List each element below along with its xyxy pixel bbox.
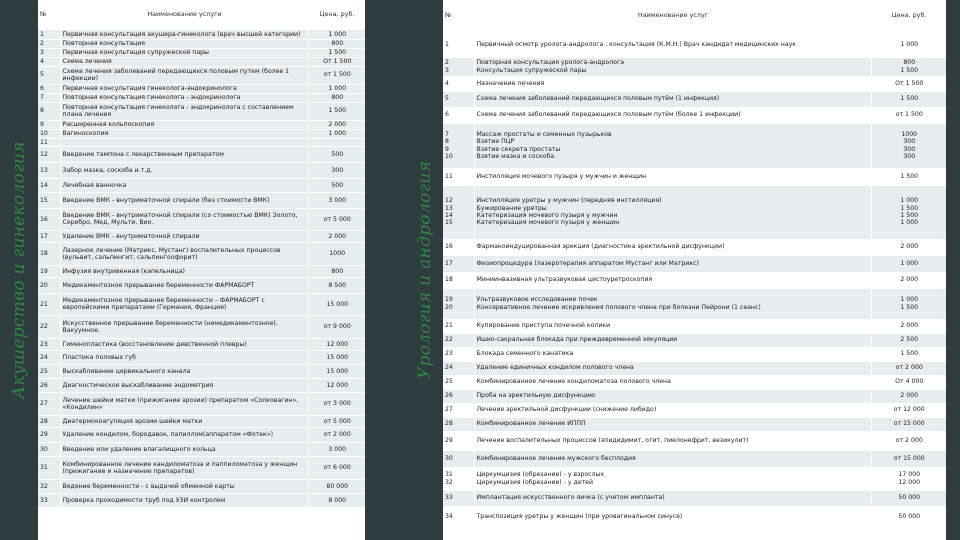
- table-row: [38, 84, 365, 93]
- row-service: Комбинированное лечение кондиломатоза полового члена: [474, 375, 871, 389]
- row-service: Проба на эректильную дисфункцию: [474, 389, 871, 403]
- row-service: Комбинированное лечение ИППП: [474, 417, 871, 431]
- row-service: Инстилляция мочевого пузыря у мужчин и женщин: [474, 168, 871, 185]
- row-price: 2 500: [871, 333, 946, 347]
- row-number: 34: [443, 506, 474, 528]
- row-price: 12 000: [308, 378, 365, 392]
- row-service: Циркумцизия (обрезание) - у взрослых Циркумцизия (обрезание) - у детей: [474, 467, 871, 490]
- row-price: от 2 000: [871, 361, 946, 375]
- row-service: Выскабливание цервикального канала: [60, 364, 308, 378]
- row-service: Введение или удаление влагалищного кольца: [60, 442, 308, 456]
- row-service: Схема лечения: [60, 57, 308, 66]
- table-row: [443, 375, 946, 389]
- row-service: Удаление единичных кондилом полового члена: [474, 361, 871, 375]
- row-service: Имплантация искусственного яичка (с учетом импланта): [474, 490, 871, 506]
- row-price: 17 000 12 000: [871, 467, 946, 490]
- table-row: [443, 123, 946, 168]
- row-number: 29: [443, 431, 474, 450]
- row-number: 4: [38, 57, 60, 66]
- row-service: Лечебная ванночка: [60, 178, 308, 192]
- row-number: 31 32: [443, 467, 474, 490]
- row-service: Введение ВМК - внутриматочной спирали (без стоимости ВМК): [60, 192, 308, 208]
- row-service: Лечение воспалительных процессов (эпидидимит, отит, пиелонефрит, везикулит): [474, 431, 871, 450]
- row-price: От 4 000: [871, 375, 946, 389]
- row-service: Повторная консультация уролога-андролога Консультация супружеской пары: [474, 57, 871, 76]
- row-price: 1000 300 300 300: [871, 123, 946, 168]
- table-row: [38, 30, 365, 39]
- row-service: Миниинвазивная ультразвуковая цистоуретроскопия: [474, 272, 871, 288]
- row-price: 800: [308, 93, 365, 102]
- row-number: 4: [443, 76, 474, 91]
- row-price: 1 500: [308, 102, 365, 120]
- row-service: Повторная консультация: [60, 39, 308, 48]
- row-service: Удаление кондилом, бородавок, папиллом(аппаратом «Фотек»): [60, 427, 308, 442]
- row-number: 28: [443, 417, 474, 431]
- table-row: [443, 185, 946, 239]
- table-row: [443, 91, 946, 107]
- row-price: 800 1 500: [871, 57, 946, 76]
- row-number: 5: [443, 91, 474, 107]
- row-number: 7 8 9 10: [443, 123, 474, 168]
- row-service: Искусственное прерывание беременности (немедикаментозное). Вакуумное.: [60, 315, 308, 338]
- table-row: [443, 347, 946, 361]
- table-row: [38, 315, 365, 338]
- table-row: [38, 493, 365, 507]
- row-service: Диатермокоагуляция эрозии шейки матки: [60, 415, 308, 427]
- row-price: от 3 000: [308, 392, 365, 415]
- row-price: от 2 000: [308, 427, 365, 442]
- table-row: [443, 319, 946, 333]
- row-number: 26: [443, 389, 474, 403]
- table-row: [38, 293, 365, 315]
- table-header-row: [38, 0, 365, 30]
- row-service: Вагиноскопия: [60, 129, 308, 138]
- row-service: Транспозиция уретры у женщин (при уровагинальном синусе): [474, 506, 871, 528]
- row-service: Повторная консультация гинеколога - эндокринолога: [60, 93, 308, 102]
- row-number: 33: [443, 490, 474, 506]
- table-row: [443, 288, 946, 319]
- row-number: 11: [38, 138, 60, 146]
- row-price: 3 000: [308, 192, 365, 208]
- row-number: 27: [443, 403, 474, 417]
- row-service: Первичный осмотр уролога-андролога , консультация (К.М.Н.) Врач кандидат медицинских наук: [474, 32, 871, 57]
- row-number: 21: [443, 319, 474, 333]
- row-price: 3 000: [308, 442, 365, 456]
- row-price: 2 000: [308, 230, 365, 242]
- row-number: 2 3: [443, 57, 474, 76]
- row-price: 2 000: [871, 239, 946, 255]
- row-number: 23: [443, 347, 474, 361]
- row-number: 9: [38, 120, 60, 129]
- row-number: 24: [38, 350, 60, 364]
- row-price: от 1 500: [871, 107, 946, 123]
- table-row: [38, 364, 365, 378]
- table-row: [38, 392, 365, 415]
- table-row: [38, 102, 365, 120]
- row-price: 15 000: [308, 364, 365, 378]
- row-price: 1 500: [871, 347, 946, 361]
- row-price: 50 000: [871, 506, 946, 528]
- row-price: 8 500: [308, 277, 365, 293]
- row-number: 3: [38, 48, 60, 57]
- row-price: 1 000: [308, 129, 365, 138]
- row-service: Схема лечения заболеваний передающихся половым путем (более 1 инфекции): [60, 66, 308, 84]
- row-service: Комбинированное лечение мужского бесплодия: [474, 450, 871, 467]
- row-number: 29: [38, 427, 60, 442]
- row-number: 16: [443, 239, 474, 255]
- row-price: От 1 500: [308, 57, 365, 66]
- row-service: Ультразвуковое исследование почек Консервативное лечение искривления полового члена при болезни Пейрони (1 сеанс): [474, 288, 871, 319]
- table-row: [38, 178, 365, 192]
- row-number: 21: [38, 293, 60, 315]
- table-row: [443, 450, 946, 467]
- row-service: Лечение эректильной дисфункции (снижение либидо): [474, 403, 871, 417]
- row-service: Лечение шейки матки (прижигание эрозии) препаратом «Солковагин», «Кондилин»: [60, 392, 308, 415]
- row-number: 7: [38, 93, 60, 102]
- row-service: Первичная консультация гинеколога-эндокринолога: [60, 84, 308, 93]
- row-number: 19 20: [443, 288, 474, 319]
- table-row: [38, 192, 365, 208]
- row-service: Схема лечения заболеваний передающихся половым путём (1 инфекция): [474, 91, 871, 107]
- row-number: 10: [38, 129, 60, 138]
- row-service: Лазерное лечение (Матрикс, Мустанг) воспалительных процессов (вульвит, сальпингит, сальпингоофорит): [60, 242, 308, 265]
- row-number: 16: [38, 208, 60, 230]
- table-row: [38, 479, 365, 493]
- row-number: 2: [38, 39, 60, 48]
- row-price: от 1 500: [308, 66, 365, 84]
- table-row: [38, 39, 365, 48]
- row-number: 1: [38, 30, 60, 39]
- table-row: [38, 230, 365, 242]
- table-row: [38, 427, 365, 442]
- row-price: 1 000: [308, 84, 365, 93]
- table-row: [38, 378, 365, 392]
- row-service: Ведение беременности - с выдачей обменной карты: [60, 479, 308, 493]
- row-number: 12: [38, 146, 60, 162]
- row-number: 13: [38, 162, 60, 178]
- row-service: Повторная консультация гинеколога - эндокринолога с составлением плана лечения: [60, 102, 308, 120]
- row-number: 11: [443, 168, 474, 185]
- table-row: [38, 57, 365, 66]
- row-price: 2 000: [871, 272, 946, 288]
- gynecology-price-table: [38, 0, 365, 508]
- row-number: 25: [443, 375, 474, 389]
- row-price: 800: [308, 265, 365, 277]
- row-service: Введение тампона с лекарственным препаратом: [60, 146, 308, 162]
- row-price: 500: [308, 146, 365, 162]
- row-number: 22: [38, 315, 60, 338]
- row-service: [60, 138, 308, 146]
- row-price: от 12 000: [871, 403, 946, 417]
- row-price: 1 000 1 500 1 500 1 000: [871, 185, 946, 239]
- row-price: [308, 138, 365, 146]
- table-row: [38, 350, 365, 364]
- table-row: [38, 120, 365, 129]
- row-price: 300: [308, 162, 365, 178]
- row-service: Медикаментозное прерывание беременности – ФАРМАБОРТ с европейскими препаратами (Германия, Франция): [60, 293, 308, 315]
- row-number: 33: [38, 493, 60, 507]
- urology-price-table: [443, 0, 946, 529]
- header-service: Наименование услуг: [474, 0, 871, 32]
- row-price: от 6 000: [308, 456, 365, 479]
- table-row: [38, 146, 365, 162]
- row-price: от 15 000: [871, 450, 946, 467]
- row-price: от 15 000: [871, 417, 946, 431]
- row-number: 8: [38, 102, 60, 120]
- row-number: 12 13 14 15: [443, 185, 474, 239]
- table-row: [38, 208, 365, 230]
- row-number: 24: [443, 361, 474, 375]
- row-service: Гименопластика (восстановление девственной плевры): [60, 338, 308, 350]
- row-number: 31: [38, 456, 60, 479]
- row-price: 1 500: [308, 48, 365, 57]
- header-price: Цена, руб.: [871, 0, 946, 32]
- table-row: [38, 265, 365, 277]
- row-service: Блокада семенного канатика: [474, 347, 871, 361]
- row-price: 2 000: [871, 319, 946, 333]
- row-service: Диагностическое выскабливание эндометрия: [60, 378, 308, 392]
- row-number: 18: [443, 272, 474, 288]
- row-number: 26: [38, 378, 60, 392]
- row-service: Введение ВМК - внутриматочной спирали (со стоимостью ВМК) Золото, Серебро, Мед, Мульти, Вио.: [60, 208, 308, 230]
- row-price: 500: [308, 178, 365, 192]
- row-price: 80 000: [308, 479, 365, 493]
- table-row: [38, 162, 365, 178]
- table-row: [38, 66, 365, 84]
- row-service: Пластика половых губ: [60, 350, 308, 364]
- header-service: Наименование услуги: [60, 0, 308, 30]
- header-num: №: [38, 0, 60, 30]
- row-number: 22: [443, 333, 474, 347]
- row-price: От 1 500: [871, 76, 946, 91]
- header-num: №: [443, 0, 474, 32]
- table-row: [443, 255, 946, 272]
- row-price: 800: [308, 39, 365, 48]
- table-row: [443, 389, 946, 403]
- row-price: 2 000: [871, 389, 946, 403]
- table-row: [443, 431, 946, 450]
- table-row: [38, 415, 365, 427]
- row-service: Массаж простаты и семенных пузырьков Взятие ПЦР Взятие секрета простаты Взятие мазка и соскоба: [474, 123, 871, 168]
- row-service: Первичная консультация акушера-гинеколога (врач высшей категории): [60, 30, 308, 39]
- row-number: 19: [38, 265, 60, 277]
- table-row: [443, 32, 946, 57]
- row-service: Назначение лечения: [474, 76, 871, 91]
- table-row: [443, 76, 946, 91]
- table-row: [38, 277, 365, 293]
- row-number: 32: [38, 479, 60, 493]
- row-number: 30: [443, 450, 474, 467]
- row-service: Первичная консультация супружеской пары: [60, 48, 308, 57]
- row-price: 8 000: [308, 493, 365, 507]
- row-price: 1 500: [871, 91, 946, 107]
- row-service: Расширенная кольпоскопия: [60, 120, 308, 129]
- row-number: 15: [38, 192, 60, 208]
- table-row: [443, 403, 946, 417]
- header-price: Цена, руб.: [308, 0, 365, 30]
- table-row: [38, 93, 365, 102]
- table-row: [443, 506, 946, 528]
- row-price: от 5 000: [308, 415, 365, 427]
- table-row: [38, 442, 365, 456]
- row-service: Комбинированное лечение кандиломатоза и паппиломатоза у женщин (прижигание и назначение препаратов): [60, 456, 308, 479]
- row-number: 17: [38, 230, 60, 242]
- row-service: Забор мазка, соскоба и.т.д.: [60, 162, 308, 178]
- table-row: [443, 57, 946, 76]
- row-number: 6: [38, 84, 60, 93]
- row-service: Схема лечения заболеваний передающихся половым путём (более 1 инфекции): [474, 107, 871, 123]
- table-row: [38, 129, 365, 138]
- row-price: 15 000: [308, 350, 365, 364]
- row-service: Инфузия внутривенная (капельница): [60, 265, 308, 277]
- row-service: Физиопроцедура (лазеротерапия аппаратом Мустанг или Матрикс): [474, 255, 871, 272]
- row-service: Фармакоиндуцированная эрекция (диагностика эректильной дисфункции): [474, 239, 871, 255]
- row-number: 27: [38, 392, 60, 415]
- gynecology-price-panel: [38, 0, 365, 540]
- row-price: от 2 000: [871, 431, 946, 450]
- table-row: [443, 490, 946, 506]
- row-number: 23: [38, 338, 60, 350]
- urology-price-panel: [443, 0, 946, 540]
- row-price: 1 000: [871, 32, 946, 57]
- row-number: 5: [38, 66, 60, 84]
- row-service: Проверка проходимости труб под УЗИ контролем: [60, 493, 308, 507]
- table-row: [38, 48, 365, 57]
- row-number: 14: [38, 178, 60, 192]
- row-price: от 5 000: [308, 208, 365, 230]
- row-service: Удаление ВМК - внутриматочной спирали: [60, 230, 308, 242]
- section-title-gynecology: [2, 0, 36, 540]
- table-row: [443, 361, 946, 375]
- table-row: [443, 272, 946, 288]
- row-number: 30: [38, 442, 60, 456]
- table-row: [38, 138, 365, 146]
- section-title-urology-text: Урология и андрология: [415, 160, 435, 380]
- table-header-row: [443, 0, 946, 32]
- table-row: [443, 168, 946, 185]
- table-row: [443, 333, 946, 347]
- row-number: 1: [443, 32, 474, 57]
- row-price: 1000: [308, 242, 365, 265]
- row-number: 6: [443, 107, 474, 123]
- section-title-urology: [408, 0, 442, 540]
- table-row: [443, 417, 946, 431]
- row-price: 2 000: [308, 120, 365, 129]
- table-row: [443, 107, 946, 123]
- table-row: [443, 467, 946, 490]
- row-number: 18: [38, 242, 60, 265]
- section-title-gynecology-text: Акушерство и гинекология: [9, 141, 30, 399]
- table-row: [443, 239, 946, 255]
- table-row: [38, 338, 365, 350]
- row-service: Купирование приступа почечной колики: [474, 319, 871, 333]
- row-price: от 9 000: [308, 315, 365, 338]
- row-price: 1 000: [308, 30, 365, 39]
- row-number: 25: [38, 364, 60, 378]
- row-number: 17: [443, 255, 474, 272]
- row-price: 1 500: [871, 168, 946, 185]
- row-number: 28: [38, 415, 60, 427]
- row-price: 1 000 1 500: [871, 288, 946, 319]
- row-price: 12 000: [308, 338, 365, 350]
- row-price: 15 000: [308, 293, 365, 315]
- row-service: Инстилляция уретры у мужчин (передняя инстилляция) Бужирование уретры Катетеризация мочевого пузыря у мужчин Катетеризация мочевого пузыря у женщин: [474, 185, 871, 239]
- table-row: [38, 456, 365, 479]
- row-service: Медикаментозное прерывание беременности ФАРМАБОРТ: [60, 277, 308, 293]
- table-row: [38, 242, 365, 265]
- row-service: Ишио-сакральная блокада при преждевременной эякуляции: [474, 333, 871, 347]
- row-number: 20: [38, 277, 60, 293]
- row-price: 1 000: [871, 255, 946, 272]
- row-price: 50 000: [871, 490, 946, 506]
